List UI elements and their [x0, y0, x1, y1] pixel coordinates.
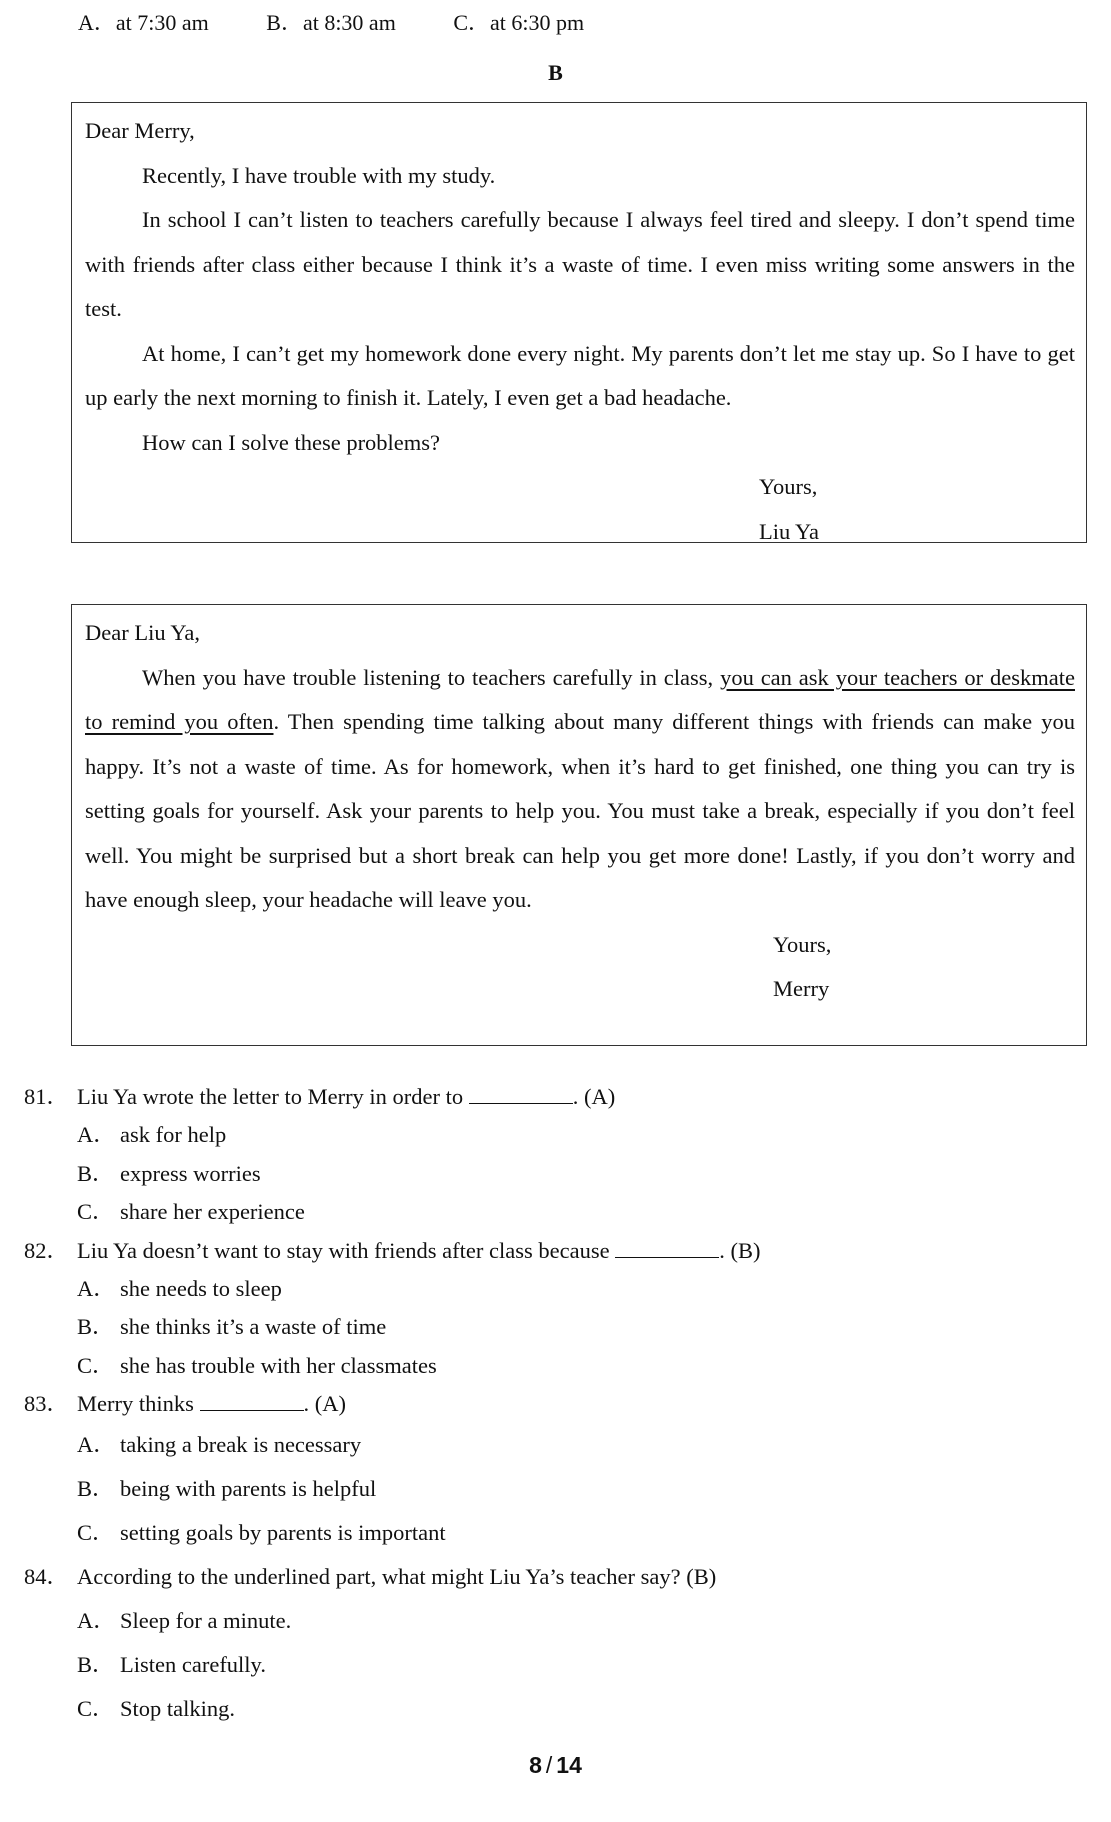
question-84: [24, 1555, 1084, 1599]
page-number: [0, 1752, 1111, 1779]
option-text: being with parents is helpful: [120, 1476, 377, 1501]
question-stem: [77, 1232, 760, 1270]
question-83: [24, 1385, 1084, 1423]
answer-blank: [200, 1390, 304, 1411]
question-82: [24, 1232, 1084, 1270]
option-text: ask for help: [120, 1122, 227, 1147]
option-letter: C．: [77, 1199, 115, 1224]
letter2-body-start: When you have trouble listening to teachers carefully in class,: [142, 664, 721, 690]
letter2-closing: Yours,: [773, 931, 832, 957]
option-text: she thinks it’s a waste of time: [120, 1314, 387, 1339]
page-total: 14: [556, 1752, 582, 1778]
option-text: she has trouble with her classmates: [120, 1352, 437, 1378]
letter1-salutation: Dear Merry,: [85, 118, 195, 143]
option: [24, 1116, 1084, 1155]
option-letter: C．: [77, 1520, 115, 1545]
option: [24, 1643, 1084, 1687]
letter2-body: [85, 656, 1075, 923]
answer-blank: [615, 1237, 719, 1258]
option: [24, 1193, 1084, 1232]
option-text: Sleep for a minute.: [120, 1608, 292, 1633]
question-stem: According to the underlined part, what might Liu Ya’s teacher say? (B): [77, 1564, 717, 1589]
letter2-signature: Merry: [773, 976, 830, 1001]
letter-merry: [71, 604, 1087, 1046]
option-letter: B．: [77, 1476, 115, 1501]
letter1-paragraph: In school I can’t listen to teachers carefully because I always feel tired and sleepy. I don’t spend time with friends after class either because I think it’s a waste of time. I even miss writing some answers in the test.: [85, 207, 1075, 321]
question-stem: [77, 1385, 346, 1423]
option: [24, 1347, 1084, 1386]
option: [24, 1599, 1084, 1643]
option-letter: A．: [77, 1432, 116, 1457]
option-letter: C．: [77, 1352, 115, 1378]
option-letter: A．: [77, 1275, 116, 1301]
question-number: 82．: [24, 1237, 70, 1263]
prev-option-a: A．at 7:30 am: [78, 10, 209, 35]
option-letter: B．: [77, 1314, 115, 1339]
question-81: [24, 1078, 1084, 1116]
page-current: 8: [529, 1752, 542, 1778]
option: [24, 1687, 1084, 1731]
option-letter: A．: [77, 1122, 116, 1147]
option: [24, 1308, 1084, 1347]
option-text: share her experience: [120, 1199, 305, 1224]
section-title: B: [548, 60, 563, 85]
option-letter: A．: [77, 1608, 116, 1633]
page-separator: /: [545, 1752, 553, 1778]
questions: [24, 1078, 1084, 1731]
stem-text: Liu Ya wrote the letter to Merry in order to: [77, 1084, 469, 1109]
letter1-paragraph: At home, I can’t get my homework done every night. My parents don’t let me stay up. So I have to get up early the next morning to finish it. Lately, I even get a bad headache.: [85, 340, 1075, 410]
question-number: 84．: [24, 1564, 70, 1589]
stem-answer: . (A): [572, 1084, 616, 1109]
option-text: Listen carefully.: [120, 1652, 266, 1677]
letter2-salutation: Dear Liu Ya,: [85, 620, 200, 645]
option: [24, 1423, 1084, 1467]
letter1-closing: Yours,: [759, 474, 818, 499]
option: [24, 1270, 1084, 1309]
letter1-paragraph: Recently, I have trouble with my study.: [142, 162, 496, 188]
option-text: taking a break is necessary: [120, 1432, 362, 1457]
letter-liu-ya: [71, 102, 1087, 543]
option-text: Stop talking.: [120, 1696, 236, 1721]
option: [24, 1155, 1084, 1194]
letter1-signature: Liu Ya: [759, 518, 820, 544]
question-number: 81．: [24, 1084, 70, 1109]
stem-text: Liu Ya doesn’t want to stay with friends after class because: [77, 1237, 616, 1263]
letter1-paragraph: How can I solve these problems?: [142, 429, 441, 455]
answer-blank: [469, 1083, 573, 1104]
stem-text: Merry thinks: [77, 1391, 200, 1416]
stem-answer: . (B): [719, 1237, 761, 1263]
option-text: she needs to sleep: [120, 1275, 282, 1301]
option: [24, 1511, 1084, 1555]
option-letter: B．: [77, 1160, 115, 1186]
stem-answer: . (A): [303, 1391, 346, 1416]
option-text: express worries: [120, 1160, 261, 1186]
option-letter: B．: [77, 1652, 115, 1677]
question-stem: [77, 1078, 615, 1116]
underlined-part: you can ask your teachers or deskmate to remind you often: [85, 664, 1075, 734]
option-letter: C．: [77, 1696, 115, 1721]
question-number: 83．: [24, 1391, 70, 1416]
prev-option-b: B．at 8:30 am: [266, 10, 396, 35]
previous-question-options: [78, 6, 584, 37]
option-text: setting goals by parents is important: [120, 1520, 446, 1545]
letter2-body-rest: . Then spending time talking about many different things with friends can make you happy. It’s not a waste of time. As for homework, when it’s hard to get finished, one thing you can try is setting goals for yourself. Ask your parents to help you. You must take a break, especially if you don’t feel well. You might be surprised but a short break can help you get more done! Lastly, if you don’t worry and have enough sleep, your headache will leave you.: [85, 709, 1075, 912]
prev-option-c: C．at 6:30 pm: [453, 10, 585, 35]
option: [24, 1467, 1084, 1511]
